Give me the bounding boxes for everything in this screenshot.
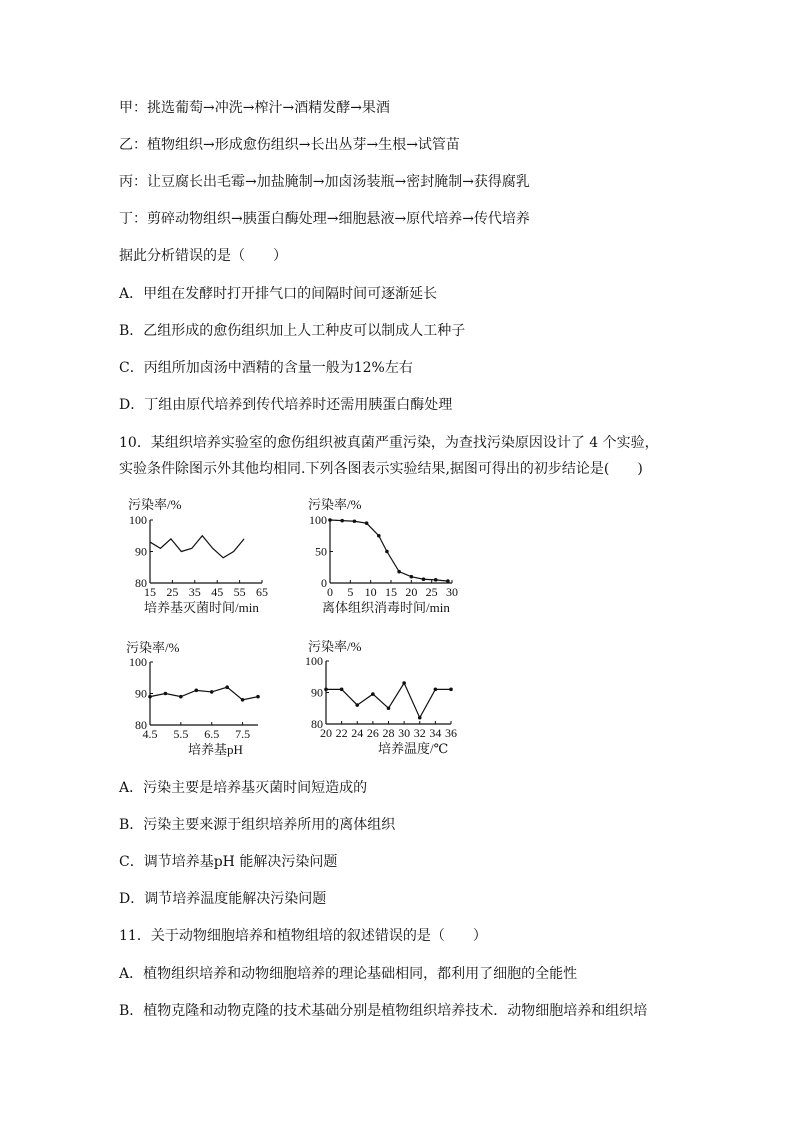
data-point	[164, 692, 168, 696]
x-axis-label: 培养基pH	[188, 742, 243, 757]
x-axis-label: 培养基灭菌时间/min	[144, 600, 259, 615]
data-point	[256, 695, 260, 699]
chart-sterilization-time	[120, 495, 290, 624]
y-tick-label: 90	[311, 685, 323, 700]
x-tick-label: 0	[327, 585, 333, 599]
y-tick-label: 80	[311, 717, 323, 731]
question-10-line-2: 实验条件除图示外其他均相同.下列各图表示实验结果,据图可得出的初步结论是( )	[119, 461, 643, 477]
x-tick-label: 55	[233, 585, 246, 599]
series-line	[330, 520, 448, 581]
series-line	[326, 683, 451, 718]
data-point	[328, 518, 332, 522]
x-tick-label: 25	[425, 585, 438, 599]
chart-svg	[300, 495, 480, 620]
x-tick-label: 5	[347, 585, 354, 599]
option-a: A．植物组织培养和动物细胞培养的理论基础相同，都利用了细胞的全能性	[119, 966, 578, 982]
data-point	[324, 688, 328, 692]
data-point	[365, 521, 369, 525]
y-tick-label: 80	[135, 718, 147, 732]
data-point	[377, 534, 381, 538]
data-point	[410, 575, 414, 579]
x-tick-label: 4.5	[142, 727, 158, 741]
chart-svg	[300, 638, 480, 763]
y-tick-label: 100	[129, 513, 147, 527]
option-b: B．植物克隆和动物克隆的技术基础分别是植物组织培养技术．动物细胞培养和组织培	[119, 1003, 648, 1019]
series-line	[150, 536, 244, 558]
chart-svg	[120, 495, 290, 620]
data-point	[449, 688, 453, 692]
text-line-1: 甲：挑选葡萄→冲洗→榨汁→酒精发酵→果酒	[119, 100, 390, 116]
data-point	[353, 519, 357, 523]
chart-ph	[120, 638, 290, 767]
y-tick-label: 90	[135, 544, 147, 559]
x-tick-label: 34	[429, 726, 442, 740]
data-point	[194, 689, 198, 693]
data-point	[387, 706, 391, 710]
x-tick-label: 15	[144, 585, 156, 599]
option-c: C．丙组所加卤汤中酒精的含量一般为12%左右	[119, 360, 413, 376]
data-point	[210, 690, 214, 694]
x-tick-label: 5.5	[173, 727, 189, 741]
x-tick-label: 24	[351, 726, 364, 740]
option-b: B．污染主要来源于组织培养所用的离体组织	[119, 817, 396, 833]
x-tick-label: 65	[256, 585, 268, 599]
y-tick-label: 80	[135, 576, 147, 590]
data-point	[422, 577, 426, 581]
option-b: B．乙组形成的愈伤组织加上人工种皮可以制成人工种子	[119, 323, 466, 339]
data-point	[179, 695, 183, 699]
data-point	[385, 550, 389, 554]
data-point	[434, 688, 438, 692]
y-axis-label: 污染率/%	[128, 497, 182, 512]
question-prompt: 据此分析错误的是（ ）	[119, 248, 287, 264]
x-axis-label: 离体组织消毒时间/min	[322, 600, 450, 615]
data-point	[241, 698, 245, 702]
data-point	[371, 692, 375, 696]
data-point	[446, 579, 450, 583]
data-point	[225, 685, 229, 689]
question-10-line-1: 10．某组织培养实验室的愈伤组织被真菌严重污染，为查找污染原因设计了 4 个实验，	[119, 435, 659, 451]
data-point	[340, 519, 344, 523]
option-d: D．调节培养温度能解决污染问题	[119, 891, 327, 907]
x-tick-label: 25	[166, 585, 179, 599]
text-line-2: 乙：植物组织→形成愈伤组织→长出丛芽→生根→试管苗	[119, 137, 460, 153]
x-tick-label: 35	[188, 585, 201, 599]
x-tick-label: 26	[366, 726, 379, 740]
x-tick-label: 45	[211, 585, 224, 599]
chart-disinfection-time	[300, 495, 480, 624]
data-point	[402, 681, 406, 685]
data-point	[434, 578, 438, 582]
data-point	[148, 695, 152, 699]
x-tick-label: 22	[335, 726, 348, 740]
y-axis-label: 污染率/%	[308, 639, 362, 654]
y-axis-label: 污染率/%	[126, 640, 180, 655]
chart-temperature	[300, 638, 480, 767]
data-point	[418, 716, 422, 720]
data-point	[340, 688, 344, 692]
option-a: A．甲组在发酵时打开排气口的间隔时间可逐渐延长	[119, 286, 438, 302]
question-11-line-1: 11．关于动物细胞培养和植物组培的叙述错误的是（ ）	[119, 928, 487, 944]
x-tick-label: 7.5	[235, 727, 251, 741]
text-line-3: 丙：让豆腐长出毛霉→加盐腌制→加卤汤装瓶→密封腌制→获得腐乳	[119, 174, 530, 190]
chart-svg	[120, 638, 290, 763]
text-line-4: 丁：剪碎动物组织→胰蛋白酶处理→细胞悬液→原代培养→传代培养	[119, 211, 530, 227]
option-d: D．丁组由原代培养到传代培养时还需用胰蛋白酶处理	[119, 397, 453, 413]
y-tick-label: 50	[315, 544, 327, 559]
y-tick-label: 100	[309, 513, 327, 527]
x-tick-label: 10	[364, 585, 377, 599]
x-tick-label: 20	[320, 726, 332, 740]
y-tick-label: 100	[305, 654, 323, 668]
y-tick-label: 100	[129, 655, 147, 669]
x-tick-label: 6.5	[204, 727, 220, 741]
x-tick-label: 32	[413, 726, 426, 740]
y-tick-label: 0	[321, 576, 327, 590]
x-tick-label: 28	[382, 726, 395, 740]
x-tick-label: 20	[405, 585, 418, 599]
option-c: C．调节培养基pH 能解决污染问题	[119, 854, 338, 870]
option-a: A．污染主要是培养基灭菌时间短造成的	[119, 780, 368, 796]
data-point	[397, 570, 401, 574]
y-tick-label: 90	[135, 686, 147, 701]
x-tick-label: 30	[446, 585, 458, 599]
y-axis-label: 污染率/%	[308, 497, 362, 512]
x-axis-label: 培养温度/℃	[378, 741, 449, 756]
x-tick-label: 30	[398, 726, 411, 740]
x-tick-label: 36	[445, 726, 457, 740]
x-tick-label: 15	[385, 585, 397, 599]
data-point	[355, 703, 359, 707]
